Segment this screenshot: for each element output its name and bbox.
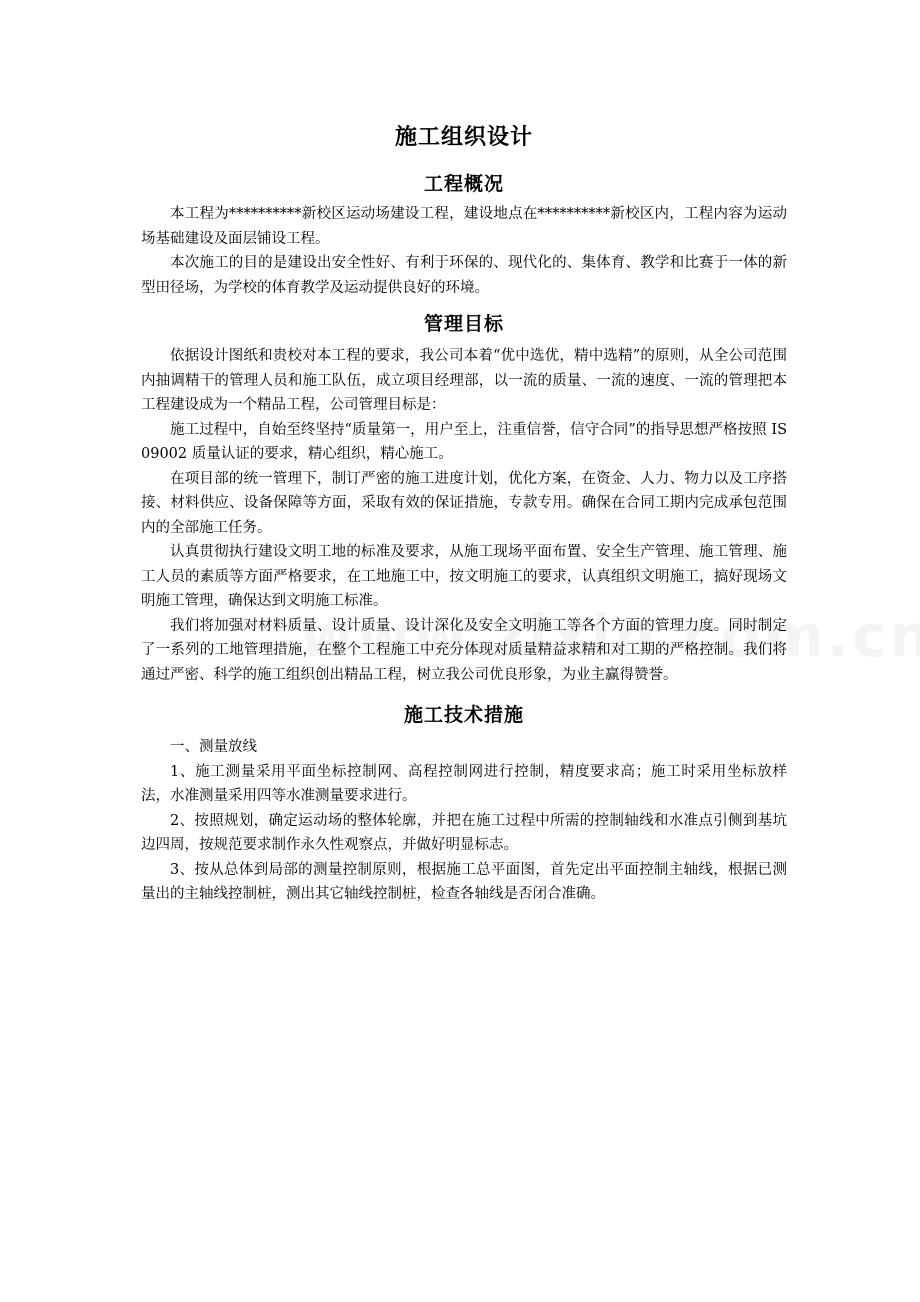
- paragraph: 依据设计图纸和贵校对本工程的要求，我公司本着“优中选优，精中选精”的原则，从全公司范围内抽调精干的管理人员和施工队伍，成立项目经理部，以一流的质量、一流的速度、一流的管理把本工程建设成为一个精品工程，公司管理目标是：: [141, 348, 787, 413]
- section-heading-management-goals: 管理目标: [423, 313, 504, 335]
- paragraph: 2、按照规划，确定运动场的整体轮廓，并把在施工过程中所需的控制轴线和水准点引侧到基坑边四周，按规范要求制作永久性观察点，并做好明显标志。: [141, 812, 787, 853]
- paragraph: 认真贯彻执行建设文明工地的标准及要求，从施工现场平面布置、安全生产管理、施工管理、施工人员的素质等方面严格要求，在工地施工中，按文明施工的要求，认真组织文明施工，搞好现场文明施工管理，确保达到文明施工标准。: [141, 544, 787, 609]
- paragraph: 3、按从总体到局部的测量控制原则，根据施工总平面图，首先定出平面控制主轴线，根据已测量出的主轴线控制桩，测出其它轴线控制桩，检查各轴线是否闭合准确。: [141, 861, 787, 902]
- paragraph: 我们将加强对材料质量、设计质量、设计深化及安全文明施工等各个方面的管理力度。同时制定了一系列的工地管理措施，在整个工程施工中充分体现对质量精益求精和对工期的严格控制。我们将通过严密、科学的施工组织创出精品工程，树立我公司优良形象，为业主赢得赞誉。: [141, 617, 787, 683]
- subsection-heading: 一、测量放线: [170, 739, 257, 755]
- paragraph: 本工程为**********新校区运动场建设工程，建设地点在**********新校区内，工程内容为运动场基础建设及面层铺设工程。: [141, 206, 787, 247]
- paragraph: 施工过程中，自始至终坚持“质量第一，用户至上，注重信誉，信守合同”的指导思想严格按照 IS09002 质量认证的要求，精心组织，精心施工。: [141, 421, 787, 462]
- paragraph: 在项目部的统一管理下，制订严密的施工进度计划，优化方案，在资金、人力、物力以及工序搭接、材料供应、设备保障等方面，采取有效的保证措施，专款专用。确保在合同工期内完成承包范围内的全部施工任务。: [141, 470, 787, 536]
- paragraph: 本次施工的目的是建设出安全性好、有利于环保的、现代化的、集体育、教学和比赛于一体的新型田径场，为学校的体育教学及运动提供良好的环境。: [141, 255, 787, 296]
- paragraph: 1、施工测量采用平面坐标控制网、高程控制网进行控制，精度要求高；施工时采用坐标放样法，水准测量采用四等水准测量要求进行。: [141, 763, 787, 804]
- document-page: [141, 118, 787, 907]
- section-heading-technical-measures: 施工技术措施: [403, 704, 524, 726]
- document-title: 施工组织设计: [394, 124, 533, 150]
- section-heading-overview: 工程概况: [423, 173, 504, 195]
